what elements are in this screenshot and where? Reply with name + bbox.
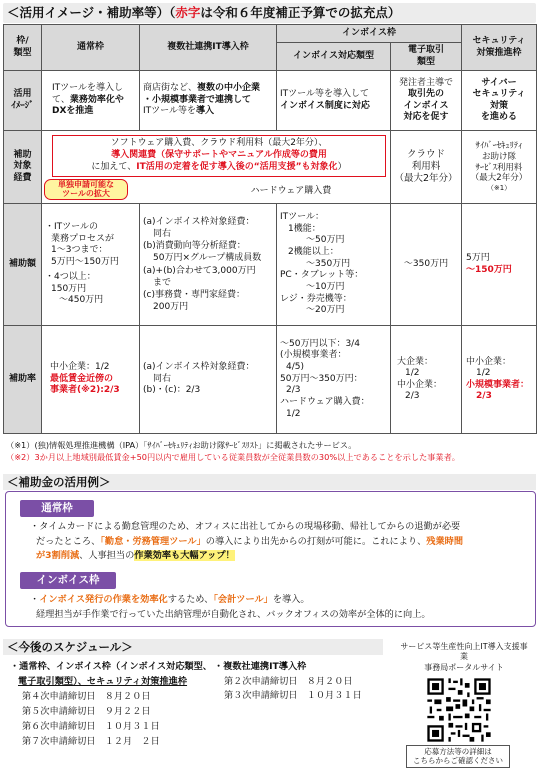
footnotes — [6, 439, 536, 464]
ritsu-invoice: ～50万円以下：3/4 (小規模事業者： 4/5) 50万円～350万円： 2/3 ハードウェア購入費： 1/2 — [277, 326, 391, 434]
katsuyo-fukusu: 商店街など、複数の中小企業 ・小規模事業者で連携して ITツール等を導入 — [140, 71, 277, 131]
col-header-fukusu: 複数社連携IT導入枠 — [140, 25, 277, 71]
row-header-katsuyo: 活用 ｲﾒｰｼﾞ — [4, 71, 42, 131]
schedule-right: ・複数社連携IT導入枠 第２次申請締切日 ８月２０日 第３次申請締切日 １０月３１日 — [214, 660, 362, 704]
col-header-invoice-taio: インボイス対応類型 — [277, 43, 391, 71]
example-tsujo-text: ・タイムカードによる勤怠管理のため、オフィスに出社してからの現場移動、帰社してからの退勤が必要 だったところ、「勤怠・労務管理ツール」の導入により出先からの打刻が可能に。これにより、残業時間 が3割削減、人事担当の作業効率も大幅アップ！ — [30, 521, 464, 562]
schedule-row: 第６次申請締切日 １０月３１日 — [22, 720, 160, 732]
section-title-usage: ＜活用イメージ・補助率等）（赤字は令和６年度補正予算での拡充点） — [3, 3, 536, 23]
gaku-invoice: ITツール： 1機能： ～50万円 2機能以上： ～350万円 PC・タブレット等： ～10万円 レジ・券売機等： ～20万円 — [277, 204, 391, 326]
col-header-denshi: 電子取引 類型 — [391, 43, 462, 71]
gaku-denshi: ～350万円 — [391, 204, 462, 326]
schedule-row: 第２次申請締切日 ８月２０日 — [224, 675, 353, 687]
footnote-1: （※1）(独)情報処理推進機構（IPA）「ｻｲﾊﾞｰｾｷｭﾘﾃｨお助け隊ｻｰﾋﾞｽﾘｽﾄ」に掲載されたサービス。 — [6, 440, 357, 450]
qr-caption: 応募方法等の詳細は こちらからご確認ください — [406, 745, 510, 768]
section-title-examples: ＜補助金の活用例＞ — [3, 474, 536, 490]
katsuyo-denshi: 発注者主導で 取引先の インボイス 対応を促す — [391, 71, 462, 131]
qr-code-icon[interactable] — [425, 676, 493, 744]
taisho-security: ｻｲﾊﾞｰｾｷｭﾘﾃｨ お助け隊 ｻｰﾋﾞｽ利用料 （最大2年分） （※1） — [462, 131, 537, 204]
taisho-badge: 単独申請可能な ツールの拡大 — [44, 179, 128, 200]
katsuyo-tsujo: ITツールを導入し て、業務効率化や DXを推進 — [42, 71, 140, 131]
taisho-shared — [42, 131, 391, 204]
col-header-tsujo: 通常枠 — [42, 25, 140, 71]
col-header-security: セキュリティ 対策推進枠 — [462, 25, 537, 71]
ritsu-security: 中小企業： 1/2 小規模事業者： 2/3 — [462, 326, 537, 434]
schedule-row: 第５次申請締切日 ９月２２日 — [22, 706, 151, 718]
red-emphasis-label: 赤字 — [175, 5, 201, 20]
schedule-row: 第３次申請締切日 １０月３１日 — [224, 690, 362, 702]
example-invoice-text: ・インボイス発行の作業を効率化するため、「会計ツール」を導入。 経理担当が手作業で行っていた出納管理が自動化され、バックオフィスの効率が全体的に向上。 — [30, 594, 431, 620]
label-invoice: インボイス枠 — [20, 572, 116, 589]
section-title-schedule: ＜今後のスケジュール＞ — [3, 639, 383, 655]
row-header-taisho: 補助 対象 経費 — [4, 131, 42, 204]
footnote-2: （※2）3か月以上地域別最低賃金+50円以内で雇用している従業員数が全従業員数の30%以上であることを示した事業者。 — [6, 452, 460, 463]
subsidy-table — [3, 24, 537, 434]
ritsu-tsujo: 中小企業：1/2 最低賃金近傍の 事業者(※2):2/3 — [42, 326, 140, 434]
schedule-row: 第７次申請締切日 １２月 ２日 — [22, 735, 160, 747]
gaku-security: 5万円 ～150万円 — [462, 204, 537, 326]
col-header-invoice-group: インボイス枠 — [277, 25, 462, 43]
label-tsujo: 通常枠 — [20, 500, 94, 517]
ritsu-denshi: 大企業： 1/2 中小企業： 2/3 — [391, 326, 462, 434]
gaku-tsujo: ・ITツールの 業務プロセスが 1～3つまで： 5万円～150万円 ・4つ以上： 150万円 ～450万円 — [42, 204, 140, 326]
taisho-hardware: ハードウェア購入費 — [250, 185, 332, 196]
portal-label: サービス等生産性向上IT導入支援事業 事務局ポータルサイト — [400, 642, 528, 672]
corner-cell: 枠/ 類型 — [4, 25, 42, 71]
row-header-ritsu: 補助率 — [4, 326, 42, 434]
ritsu-fukusu: (a)インボイス枠対象経費： 同右 (b)・(c)：2/3 — [140, 326, 277, 434]
taisho-box: ソフトウェア購入費、クラウド利用料（最大2年分）、 導入関連費（保守サポートやマニュアル作成等の費用 に加えて、IT活用の定着を促す導入後の“活用支援”も対象化） — [52, 135, 386, 177]
schedule-row: 第４次申請締切日 ８月２０日 — [22, 691, 151, 703]
row-header-gaku: 補助額 — [4, 204, 42, 326]
katsuyo-security: サイバー セキュリティ 対策 を進める — [462, 71, 537, 131]
katsuyo-invoice: ITツール等を導入して インボイス制度に対応 — [277, 71, 391, 131]
schedule-left: ・通常枠、インボイス枠（インボイス対応類型、 電子取引類型）、セキュリティ対策推進枠 第４次申請締切日 ８月２０日 第５次申請締切日 ９月２２日 第６次申請締切日 １０月３１日 第７次申請締切日 １２月 ２日 — [10, 660, 212, 749]
gaku-fukusu: (a)インボイス枠対象経費： 同右 (b)消費動向等分析経費： 50万円×グループ構成員数 (a)+(b)合わせて3,000万円 まで (c)事務費・専門家経費： 200万円 — [140, 204, 277, 326]
taisho-denshi: クラウド 利用料 （最大2年分） — [391, 131, 462, 204]
